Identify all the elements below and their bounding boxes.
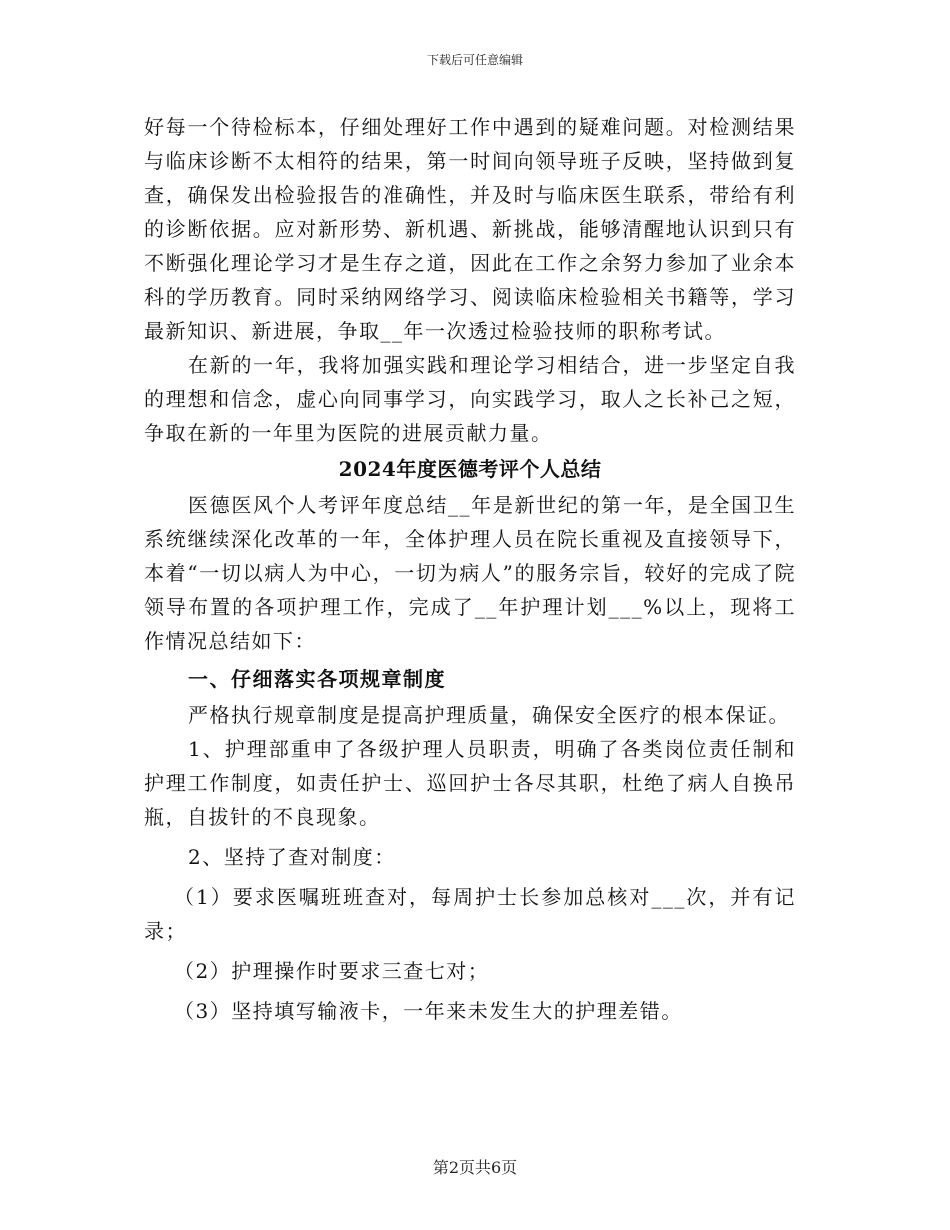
paragraph-rules-importance: 严格执行规章制度是提高护理质量，确保安全医疗的根本保证。 — [188, 703, 790, 727]
document-title: 2024年度医德考评个人总结 — [338, 457, 602, 481]
document-body — [144, 110, 796, 1028]
sub-item-infusion-card: （3）坚持填写输液卡，一年来未发生大的护理差错。 — [174, 999, 683, 1023]
section-heading-rules: 一、仔细落实各项规章制度 — [188, 667, 446, 691]
paragraph-new-year: 在新的一年，我将加强实践和理论学习相结合，进一步坚定自我的理想和信念，虚心向同事学习，向实践学习，取人之长补己之短，争取在新的一年里为医院的进展贡献力量。 — [144, 353, 796, 445]
sub-item-order-check: （1）要求医嘱班班查对，每周护士长参加总核对___次，并有记录； — [144, 885, 796, 943]
list-item-duties: 1、护理部重申了各级护理人员职责，明确了各类岗位责任制和护理工作制度，如责任护士、巡回护士各尽其职，杜绝了病人自换吊瓶，自拔针的不良现象。 — [144, 737, 796, 829]
page-header-note: 下载后可任意编辑 — [426, 53, 523, 67]
page-number: 第2页共6页 — [432, 1158, 518, 1177]
paragraph-intro: 医德医风个人考评年度总结__年是新世纪的第一年，是全国卫生系统继续深化改革的一年，全体护理人员在院长重视及直接领导下，本着“一切以病人为中心，一切为病人”的服务宗旨，较好的完成了院领导布置的各项护理工作，完成了__年护理计划___%以上，现将工作情况总结如下： — [144, 493, 796, 653]
sub-item-three-checks: （2）护理操作时要求三查七对； — [174, 959, 490, 983]
paragraph-continuation: 好每一个待检标本，仔细处理好工作中遇到的疑难问题。对检测结果与临床诊断不太相符的结果，第一时间向领导班子反映，坚持做到复查，确保发出检验报告的准确性，并及时与临床医生联系，带给有利的诊断依据。应对新形势、新机遇、新挑战，能够清醒地认识到只有不断强化理论学习才是生存之道，因此在工作之余努力参加了业余本科的学历教育。同时采纳网络学习、阅读临床检验相关书籍等，学习最新知识、新进展，争取__年一次透过检验技师的职称考试。 — [144, 115, 796, 343]
list-item-check-system: 2、坚持了查对制度： — [188, 845, 396, 869]
